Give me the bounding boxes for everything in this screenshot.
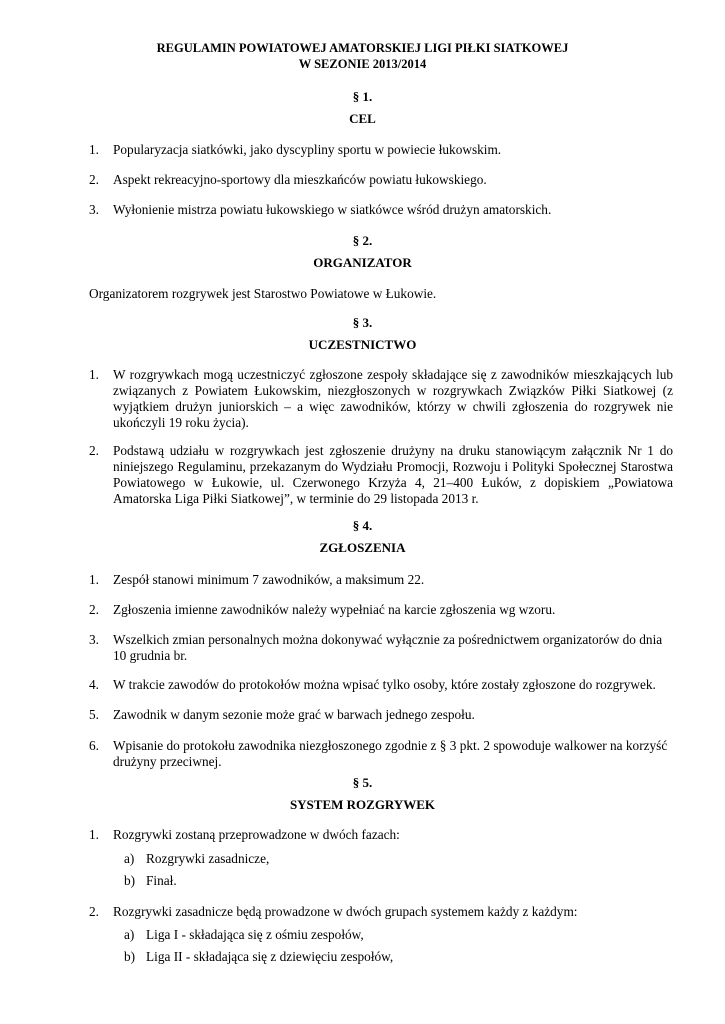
s4-item-6-number: 6.: [89, 738, 99, 753]
s4-item-1-number: 1.: [89, 572, 99, 587]
s3-item-2-text: Podstawą udziału w rozgrywkach jest zgłoszenie drużyny na druku stanowiącym załącznik Nr 1 do niniejszego Regulaminu, przekazanym do Wydziału Promocji, Rozwoju i Polityki Społecznej Starostwa Powiatowego w Łukowie, ul. Czerwonego Krzyża 4, 21–400 Łuków, z dopiskiem „Powiatowa Amatorska Liga Piłki Siatkowej”, w terminie do 29 listopada 2013 r.: [113, 443, 673, 506]
s5-item-2-sub-b-text: Liga II - składająca się z dziewięciu zespołów,: [146, 949, 394, 964]
s1-item-3-number: 3.: [89, 202, 99, 217]
s2-text: Organizatorem rozgrywek jest Starostwo Powiatowe w Łukowie.: [89, 286, 437, 301]
section-4-heading: ZGŁOSZENIA: [319, 540, 406, 555]
document-title-line-1: REGULAMIN POWIATOWEJ AMATORSKIEJ LIGI PIŁKI SIATKOWEJ: [156, 41, 569, 55]
s1-item-2-text: Aspekt rekreacyjno-sportowy dla mieszkańców powiatu łukowskiego.: [113, 172, 487, 187]
section-1-number: § 1.: [352, 89, 373, 104]
s5-item-1-number: 1.: [89, 827, 99, 842]
s4-item-4-text: W trakcie zawodów do protokołów można wpisać tylko osoby, które zostały zgłoszone do rozgrywek.: [113, 677, 656, 692]
s5-item-1-text: Rozgrywki zostaną przeprowadzone w dwóch fazach:: [113, 827, 400, 842]
section-5-heading: SYSTEM ROZGRYWEK: [289, 797, 436, 812]
s4-item-5-text: Zawodnik w danym sezonie może grać w barwach jednego zespołu.: [113, 707, 475, 722]
s5-item-1-sub-a-letter: a): [124, 851, 135, 866]
section-3-number: § 3.: [352, 315, 373, 330]
s1-item-1-text: Popularyzacja siatkówki, jako dyscypliny sportu w powiecie łukowskim.: [113, 142, 502, 157]
s5-item-2-text: Rozgrywki zasadnicze będą prowadzone w dwóch grupach systemem każdy z każdym:: [113, 904, 578, 919]
s1-item-2-number: 2.: [89, 172, 99, 187]
s4-item-1-text: Zespół stanowi minimum 7 zawodników, a maksimum 22.: [113, 572, 425, 587]
section-2-number: § 2.: [352, 233, 373, 248]
document-title-line-2: W SEZONIE 2013/2014: [298, 57, 427, 71]
s5-item-1-sub-b-text: Finał.: [146, 873, 177, 888]
s5-item-2-sub-a-text: Liga I - składająca się z ośmiu zespołów,: [146, 927, 364, 942]
s5-item-2-sub-b-letter: b): [124, 949, 136, 964]
s4-item-4-number: 4.: [89, 677, 99, 692]
s1-item-1-number: 1.: [89, 142, 99, 157]
s3-item-1-text: W rozgrywkach mogą uczestniczyć zgłoszone zespoły składające się z zawodników mieszkających lub związanych z Powiatem Łukowskim, niezgłoszonych w rozgrywkach Związków Piłki Siatkowej (z wyjątkiem drużyn juniorskich – a więc zawodników, którzy w chwili zgłoszenia do rozgrywek nie ukończyli 19 roku życia).: [113, 367, 673, 430]
section-3-heading: UCZESTNICTWO: [308, 337, 417, 352]
s3-item-2-number: 2.: [89, 443, 99, 458]
s5-item-1-sub-a-text: Rozgrywki zasadnicze,: [146, 851, 270, 866]
s1-item-3-text: Wyłonienie mistrza powiatu łukowskiego w siatkówce wśród drużyn amatorskich.: [113, 202, 552, 217]
section-2-heading: ORGANIZATOR: [313, 255, 412, 270]
s4-item-3-text: Wszelkich zmian personalnych można dokonywać wyłącznie za pośrednictwem organizatorów do dnia 10 grudnia br.: [113, 632, 663, 663]
s3-item-1-number: 1.: [89, 367, 99, 382]
s4-item-3-number: 3.: [89, 632, 99, 647]
s5-item-2-number: 2.: [89, 904, 99, 919]
section-4-number: § 4.: [352, 518, 373, 533]
s4-item-2-number: 2.: [89, 602, 99, 617]
s4-item-2-text: Zgłoszenia imienne zawodników należy wypełniać na karcie zgłoszenia wg wzoru.: [113, 602, 556, 617]
s5-item-2-sub-a-letter: a): [124, 927, 135, 942]
section-1-heading: CEL: [349, 111, 376, 126]
s4-item-5-number: 5.: [89, 707, 99, 722]
s4-item-6-text: Wpisanie do protokołu zawodnika niezgłoszonego zgodnie z § 3 pkt. 2 spowoduje walkower na korzyść drużyny przeciwnej.: [113, 738, 668, 769]
s5-item-1-sub-b-letter: b): [124, 873, 136, 888]
section-5-number: § 5.: [352, 775, 373, 790]
